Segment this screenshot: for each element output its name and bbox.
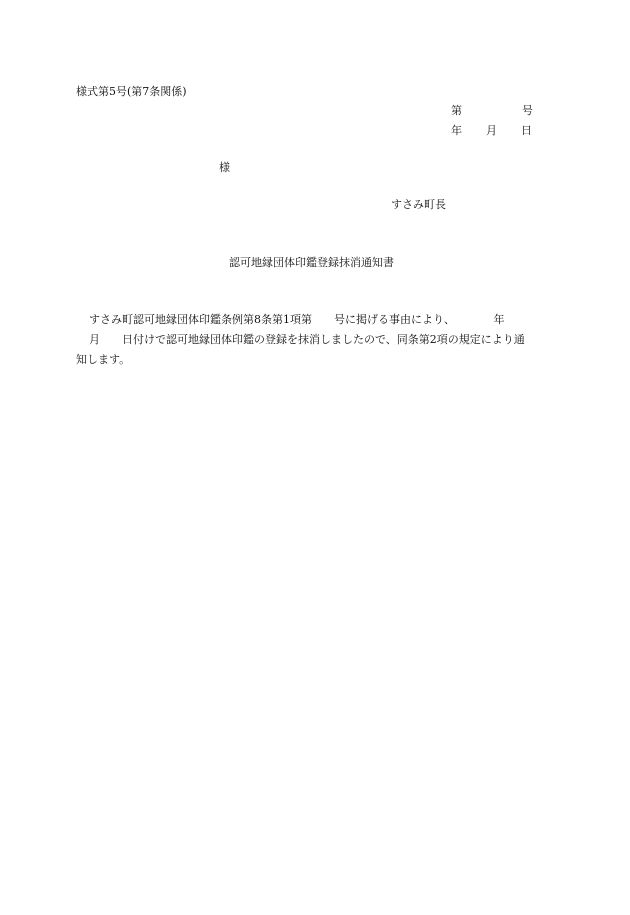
form-label: 様式第5号(第7条関係) [76,85,187,98]
date-year-label: 年 [451,124,462,137]
addressee-honorific: 様 [219,161,230,174]
body-line-3: 知します。 [76,353,131,366]
document-number-suffix: 号 [522,104,533,117]
body-line-1: すさみ町認可地縁団体印鑑条例第8条第1項第 号に掲げる事由により、 年 [89,313,505,326]
body-paragraph [76,310,556,370]
document-title: 認可地縁団体印鑑登録抹消通知書 [229,256,394,269]
issuer-name: すさみ町長 [391,198,446,211]
date-day-label: 日 [521,124,532,137]
date-month-label: 月 [486,124,497,137]
document-number-prefix: 第 [451,104,462,117]
body-line-2: 月 日付けで認可地縁団体印鑑の登録を抹消しましたので、同条第2項の規定により通 [89,333,525,346]
